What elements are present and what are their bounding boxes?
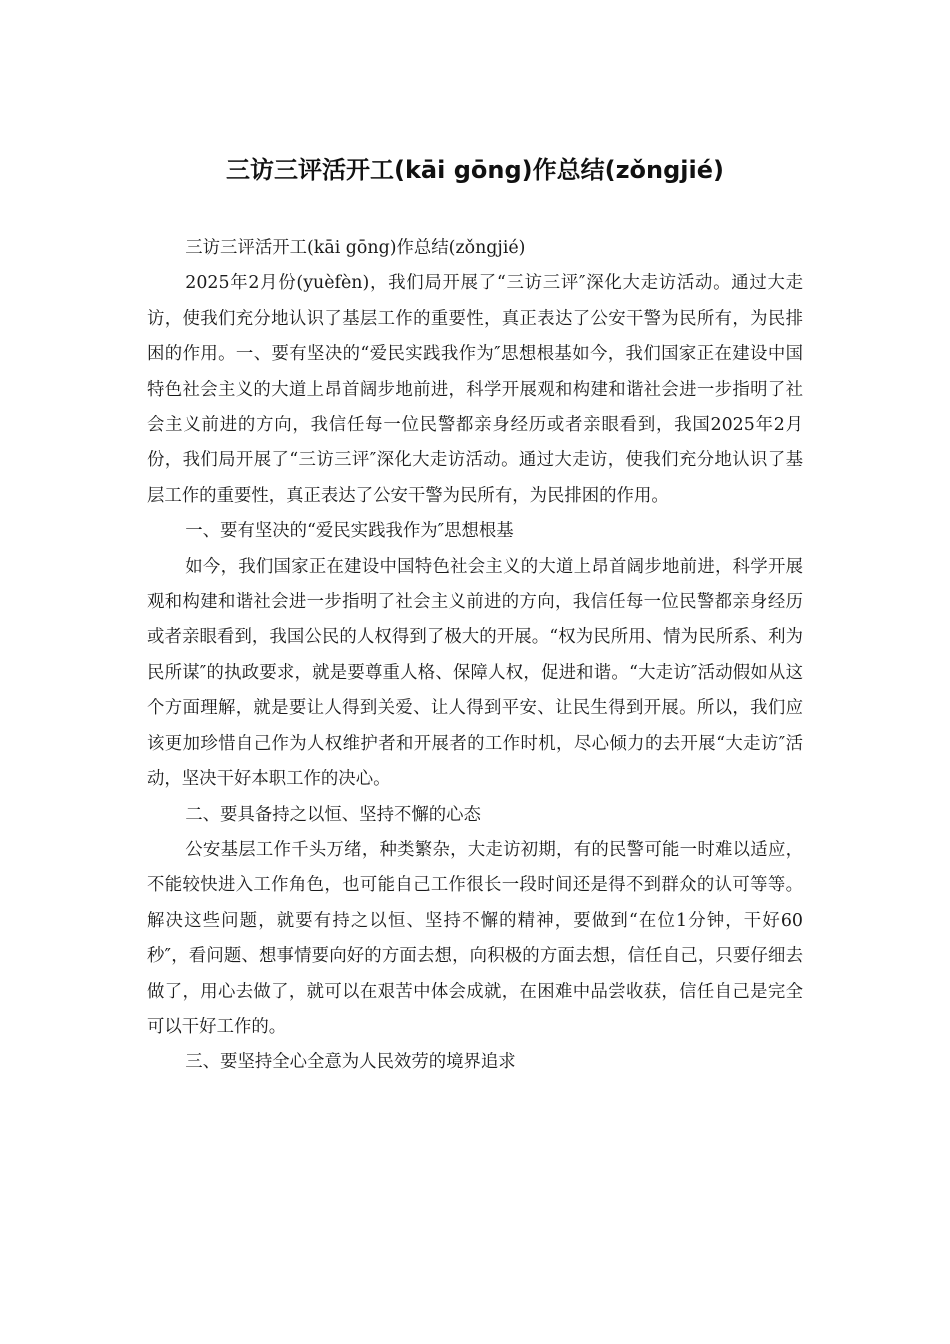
- paragraph-section-2: 公安基层工作千头万绪，种类繁杂，大走访初期，有的民警可能一时难以适应，不能较快进入工作角色，也可能自己工作很长一段时间还是得不到群众的认可等等。解决这些问题，就要有持之以恒、坚持不懈的精神，要做到“在位1分钟，干好60秒″，看问题、想事情要向好的方面去想，向积极的方面去想，信任自己，只要仔细去做了，用心去做了，就可以在艰苦中体会成就，在困难中品尝收获，信任自己是完全可以干好工作的。: [147, 839, 803, 1037]
- paragraph-section-1: 如今，我们国家正在建设中国特色社会主义的大道上昂首阔步地前进，科学开展观和构建和谐社会进一步指明了社会主义前进的方向，我信任每一位民警都亲身经历或者亲眼看到，我国公民的人权得到了极大的开展。“权为民所用、情为民所系、利为民所谋″的执政要求，就是要尊重人格、保障人权，促进和谐。“大走访″活动假如从这个方面理解，就是要让人得到关爱、让人得到平安、让民生得到开展。所以，我们应该更加珍惜自己作为人权维护者和开展者的工作时机，尽心倾力的去开展“大走访″活动，坚决干好本职工作的决心。: [147, 556, 803, 790]
- subtitle-line: 三访三评活开工(kāi gōng)作总结(zǒngjié): [185, 238, 526, 258]
- section-heading-2: 二、要具备持之以恒、坚持不懈的心态: [185, 804, 481, 825]
- document-title: 三访三评活开工(kāi gōng)作总结(zǒngjié): [226, 156, 724, 184]
- section-heading-3: 三、要坚持全心全意为人民效劳的境界追求: [185, 1052, 516, 1073]
- document-body: [147, 231, 803, 1081]
- section-heading-1: 一、要有坚决的“爱民实践我作为″思想根基: [185, 521, 514, 542]
- paragraph-intro: 2025年2月份(yuèfèn)，我们局开展了“三访三评″深化大走访活动。通过大走访，使我们充分地认识了基层工作的重要性，真正表达了公安干警为民所有，为民排困的作用。一、要有坚决的“爱民实践我作为″思想根基如今，我们国家正在建设中国特色社会主义的大道上昂首阔步地前进，科学开展观和构建和谐社会进一步指明了社会主义前进的方向，我信任每一位民警都亲身经历或者亲眼看到，我国2025年2月份，我们局开展了“三访三评″深化大走访活动。通过大走访，使我们充分地认识了基层工作的重要性，真正表达了公安干警为民所有，为民排困的作用。: [147, 273, 803, 506]
